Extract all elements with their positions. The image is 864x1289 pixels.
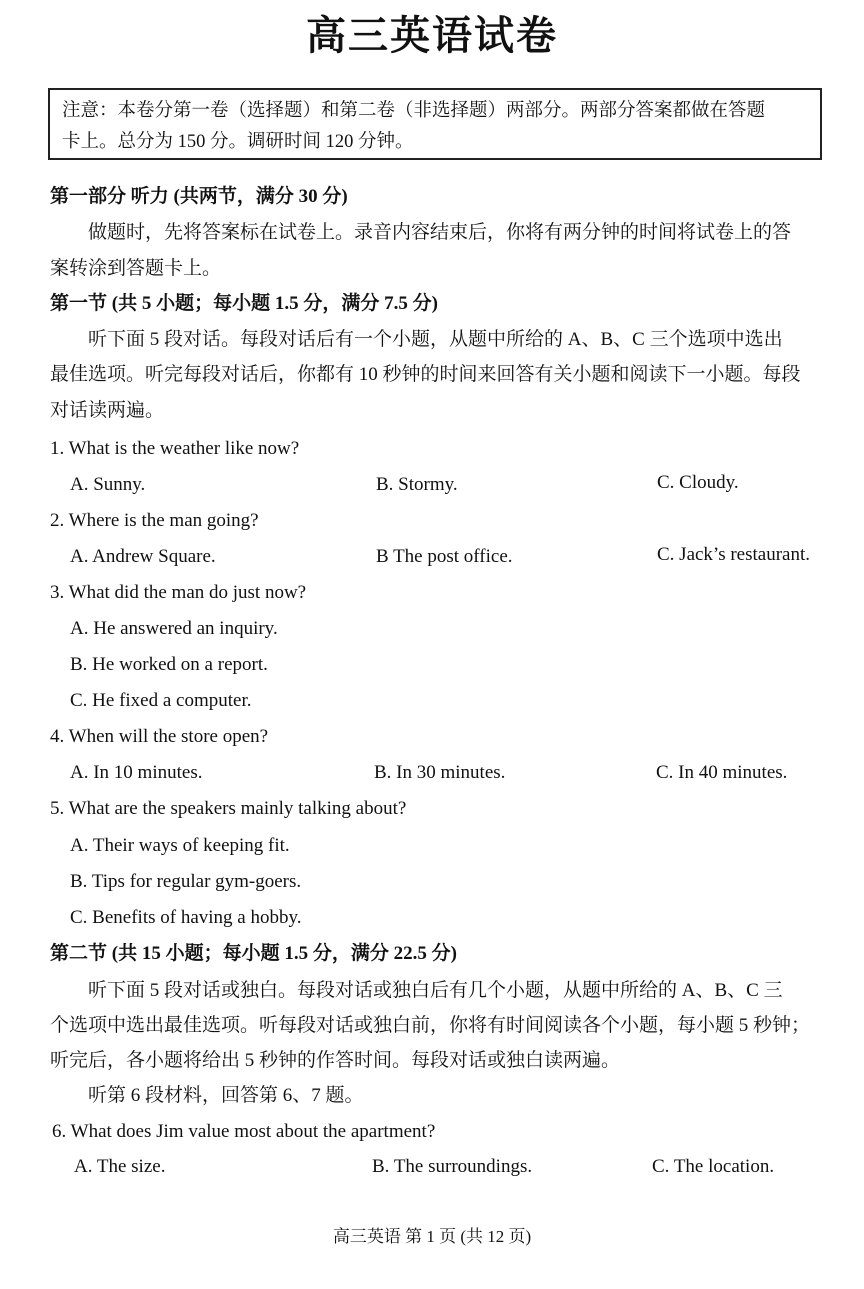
option-a: A. Sunny. [70,474,146,495]
option-c: C. Benefits of having a hobby. [70,907,302,928]
option-a: A. The size. [74,1156,166,1177]
part1-heading: 第一部分 听力 (共两节，满分 30 分) [50,186,348,207]
option-a: A. Their ways of keeping fit. [70,835,290,856]
option-b: B. Tips for regular gym-goers. [70,871,302,892]
option-a: A. Andrew Square. [70,546,216,567]
option-a: A. In 10 minutes. [70,762,203,783]
part1-instruction-2: 案转涂到答题卡上。 [50,258,222,279]
section1-instruction-1: 听下面 5 段对话。每段对话后有一个小题，从题中所给的 A、B、C 三个选项中选出 [88,329,783,350]
option-b: B. Stormy. [376,474,458,495]
option-b: B The post office. [376,546,513,567]
question-stem: 3. What did the man do just now? [50,582,307,603]
option-a: A. He answered an inquiry. [70,618,278,639]
notice-line-1: 注意：本卷分第一卷（选择题）和第二卷（非选择题）两部分。两部分答案都做在答题 [62,101,766,121]
notice-box [48,88,822,160]
section2-instruction-3: 听完后，各小题将给出 5 秒钟的作答时间。每段对话或独白读两遍。 [50,1050,621,1071]
question-stem: 4. When will the store open? [50,726,269,747]
section2-heading: 第二节 (共 15 小题；每小题 1.5 分，满分 22.5 分) [50,943,457,964]
option-c: C. He fixed a computer. [70,690,252,711]
question-stem: 2. Where is the man going? [50,510,259,531]
option-c: C. In 40 minutes. [656,762,788,783]
section1-heading: 第一节 (共 5 小题；每小题 1.5 分，满分 7.5 分) [50,293,438,314]
section1-instruction-3: 对话读两遍。 [50,400,165,421]
option-c: C. Jack’s restaurant. [657,544,811,565]
question-stem: 1. What is the weather like now? [50,438,300,459]
question-stem: 5. What are the speakers mainly talking about? [50,798,407,819]
page-footer: 高三英语 第 1 页 (共 12 页) [332,1227,532,1246]
option-b: B. He worked on a report. [70,654,268,675]
section2-material: 听第 6 段材料，回答第 6、7 题。 [88,1085,364,1106]
option-b: B. In 30 minutes. [374,762,506,783]
notice-line-2: 卡上。总分为 150 分。调研时间 120 分钟。 [62,132,414,152]
section2-instruction-1: 听下面 5 段对话或独白。每段对话或独白后有几个小题，从题中所给的 A、B、C 三 [88,980,783,1001]
part1-instruction-1: 做题时，先将答案标在试卷上。录音内容结束后，你将有两分钟的时间将试卷上的答 [88,222,792,243]
option-b: B. The surroundings. [372,1156,533,1177]
option-c: C. Cloudy. [657,472,739,493]
question-stem: 6. What does Jim value most about the apartment? [52,1121,436,1142]
option-c: C. The location. [652,1156,775,1177]
page-title: 高三英语试卷 [306,13,558,59]
section1-instruction-2: 最佳选项。听完每段对话后，你都有 10 秒钟的时间来回答有关小题和阅读下一小题。每段 [50,364,801,385]
section2-instruction-2: 个选项中选出最佳选项。听每段对话或独白前，你将有时间阅读各个小题，每小题 5 秒钟； [50,1015,811,1036]
